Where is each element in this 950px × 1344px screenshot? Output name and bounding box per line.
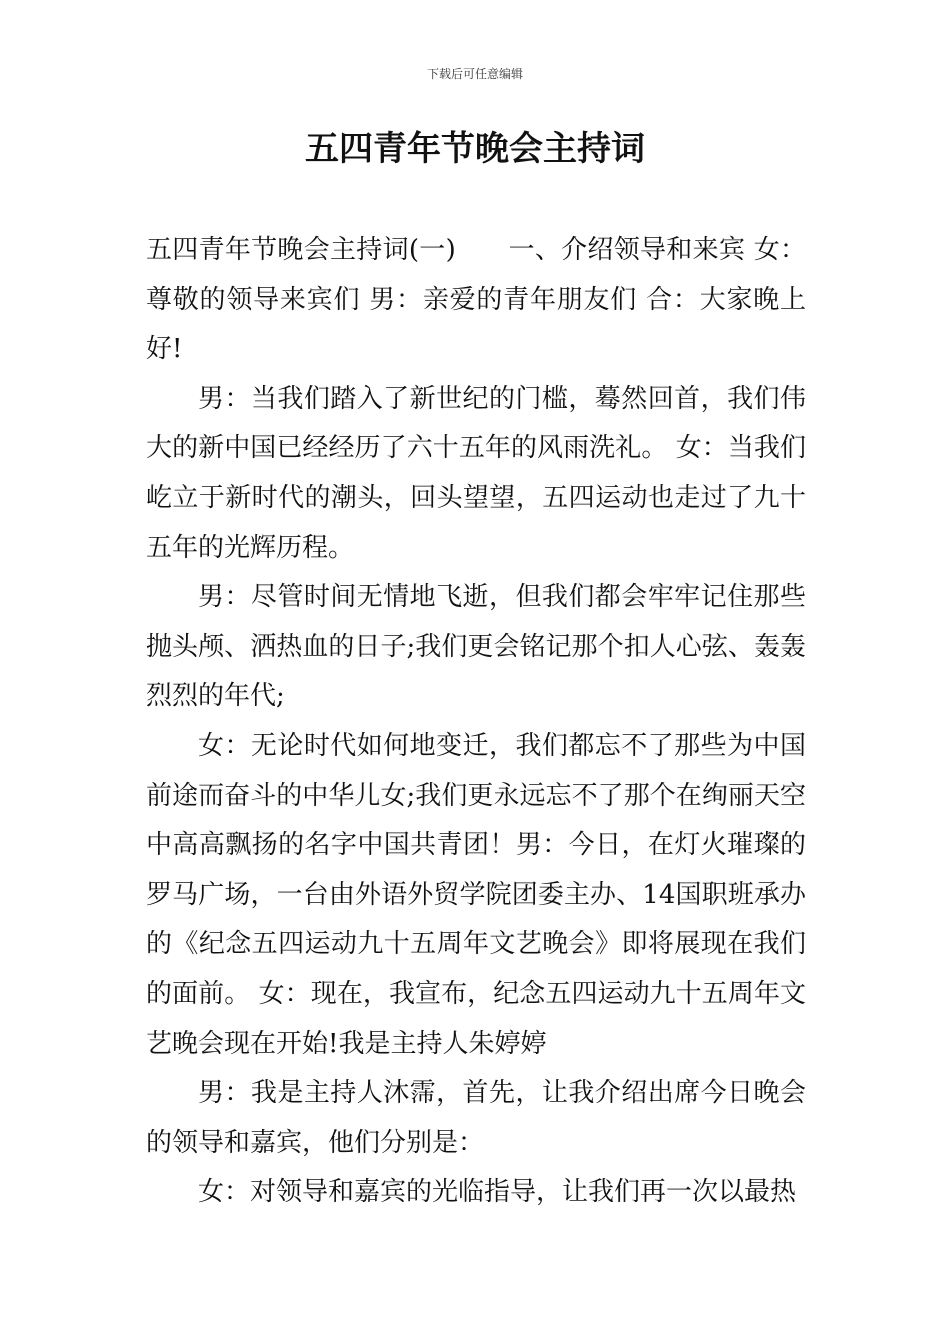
document-body — [146, 226, 806, 1218]
header-note: 下载后可任意编辑 — [426, 67, 523, 81]
paragraph-5: 男：我是主持人沐霈，首先，让我介绍出席今日晚会的领导和嘉宾，他们分别是： — [146, 1078, 806, 1158]
paragraph-6: 女：对领导和嘉宾的光临指导，让我们再一次以最热 — [198, 1177, 797, 1208]
paragraph-2: 男：当我们踏入了新世纪的门槛，蓦然回首，我们伟大的新中国已经经历了六十五年的风雨洗礼。 女：当我们屹立于新时代的潮头，回头望望，五四运动也走过了九十五年的光辉历程。 — [146, 383, 806, 563]
paragraph-1: 五四青年节晚会主持词(一) 一、介绍领导和来宾 女：尊敬的领导来宾们 男：亲爱的青年朋友们 合：大家晚上好! — [146, 235, 806, 365]
paragraph-3: 男：尽管时间无情地飞逝，但我们都会牢牢记住那些抛头颅、洒热血的日子;我们更会铭记那个扣人心弦、轰轰烈烈的年代; — [146, 582, 806, 712]
document-title: 五四青年节晚会主持词 — [305, 129, 645, 169]
paragraph-4: 女：无论时代如何地变迁，我们都忘不了那些为中国前途而奋斗的中华儿女;我们更永远忘不了那个在绚丽天空中高高飘扬的名字中国共青团！男：今日，在灯火璀璨的罗马广场，一台由外语外贸学院团委主办、14国职班承办的《纪念五四运动九十五周年文艺晚会》即将展现在我们的面前。 女：现在，我宣布，纪念五四运动九十五周年文艺晚会现在开始!我是主持人朱婷婷 — [146, 730, 806, 1059]
